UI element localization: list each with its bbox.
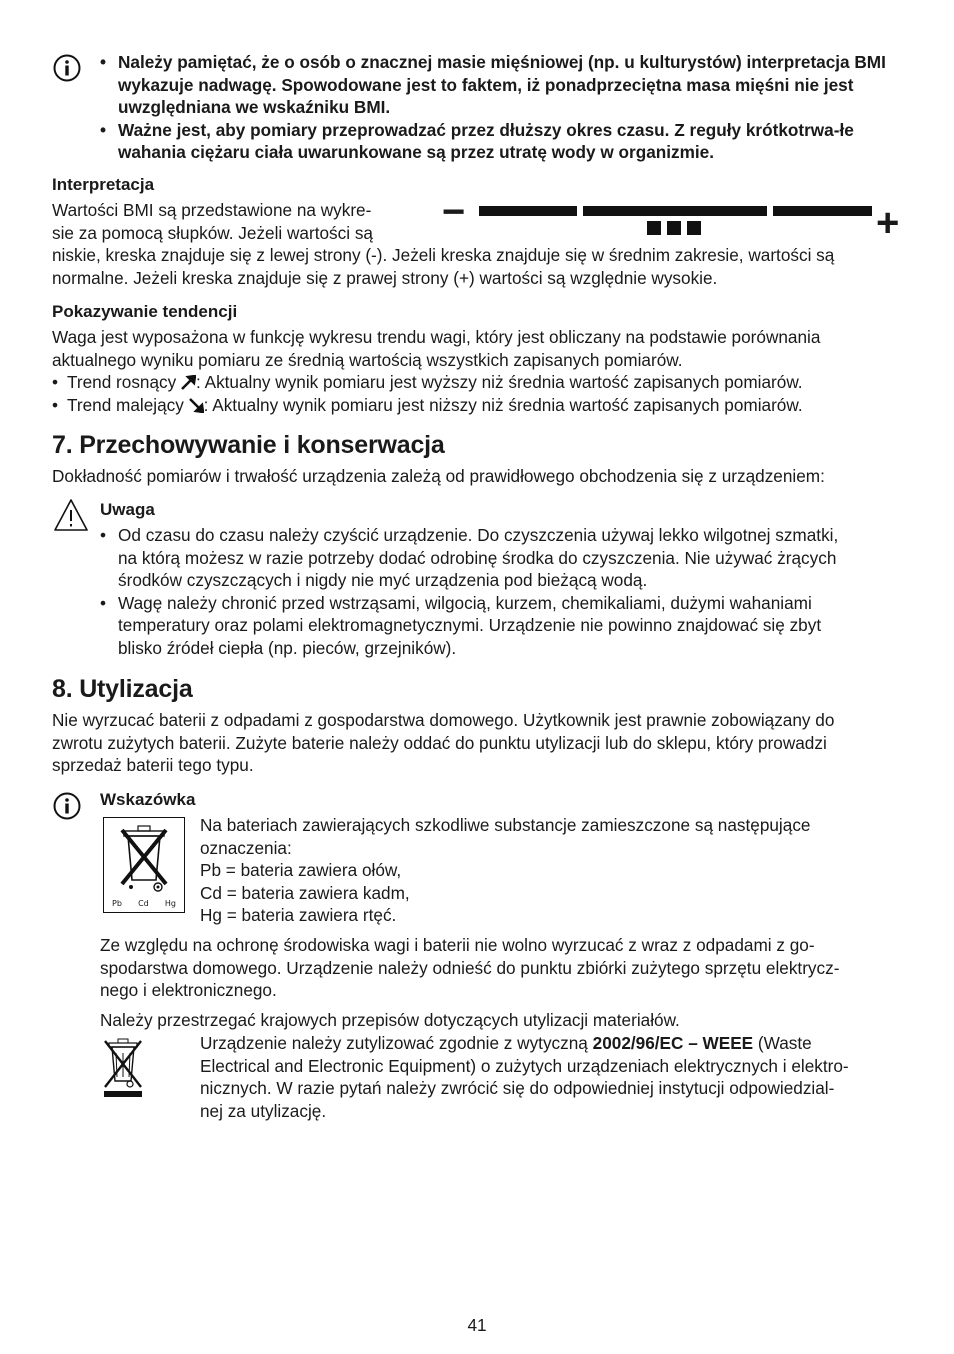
trend-up-label: Trend rosnący: [67, 372, 177, 392]
trend-up-item: [52, 371, 932, 394]
bmi-bar-high: [773, 206, 872, 216]
section-8-title: 8. Utylizacja: [52, 675, 193, 703]
text-line: Wartości BMI są przedstawione na wykre-: [52, 200, 372, 220]
text-line: Hg = bateria zawiera rtęć.: [200, 905, 397, 925]
warning-heading: Uwaga: [100, 500, 155, 519]
warning-icon: [53, 498, 89, 532]
info-icon: [53, 792, 81, 820]
section-8-intro: [52, 709, 932, 777]
trend-up-text: : Aktualny wynik pomiaru jest wyższy niż średnia wartość zapisanych pomiarów.: [196, 372, 803, 392]
text-line: Ze względu na ochronę środowiska wagi i baterii nie wolno wyrzucać z wraz z odpadami z go-: [100, 935, 815, 955]
bmi-segment: [647, 221, 661, 235]
text-line: blisko źródeł ciepła (np. pieców, grzejników).: [118, 637, 457, 658]
bmi-bar-low: [479, 206, 577, 216]
battery-labels: [104, 899, 184, 908]
crossed-bin-icon: [104, 818, 184, 896]
text-line: • Wagę należy chronić przed wstrząsami, wilgocią, kurzem, chemikaliami, dużymi wahaniami: [118, 592, 812, 613]
interpretacja-text: [52, 244, 932, 289]
bmi-segment: [667, 221, 681, 235]
tendencji-heading: Pokazywanie tendencji: [52, 302, 238, 321]
weee-pre: Urządzenie należy zutylizować zgodnie z wytyczną: [200, 1033, 593, 1053]
top-note: [100, 51, 910, 164]
tendencji-text: [52, 326, 932, 416]
arrow-up-right-icon: [181, 375, 196, 390]
battery-bin-icon: [103, 817, 185, 913]
text-line: oznaczenia:: [200, 837, 292, 858]
text-line: niskie, kreska znajduje się z lewej strony (-). Jeżeli kreska znajduje się w średnim zakresie, wartości są: [52, 245, 835, 265]
trend-down-label: Trend malejący: [67, 394, 184, 415]
hint-heading: Wskazówka: [100, 790, 196, 809]
text-line: temperatury oraz polami elektromagnetycznymi. Urządzenie nie powinno znajdować się zbyt: [118, 615, 822, 635]
weee-directive: 2002/96/EC – WEEE: [592, 1033, 754, 1053]
info-icon: [53, 54, 81, 82]
weee-bin-icon: [100, 1035, 146, 1099]
top-note-bullet: • Należy pamiętać, że o osób o znacznej masie mięśniowej (np. u kulturystów) interpretacja BMI wykazuje nadwagę. Spowodowane jest to faktem, iż ponadprzeciętna masa mięśni nie jest uwzględniana we wskaźniku BMI.: [100, 51, 908, 119]
text-line: spodarstwa domowego. Urządzenie należy odnieść do punktu zbiórki zużytego sprzętu elektrycz-: [100, 957, 840, 978]
section-7-intro: Dokładność pomiarów i trwałość urządzenia zależą od prawidłowego obchodzenia się z urządzeniem:: [52, 466, 825, 486]
section-7-title: 7. Przechowywanie i konserwacja: [52, 431, 445, 459]
warning-list: [100, 524, 910, 659]
text-line: zwrotu zużytych baterii. Zużyte baterie należy oddać do punktu utylizacji lub do sklepu, który prowadzi: [52, 732, 827, 753]
bmi-bar-mid: [583, 206, 767, 216]
plus-sign: +: [876, 201, 900, 245]
battery-label-hg: Hg: [164, 899, 176, 908]
text-line: Nie wyrzucać baterii z odpadami z gospodarstwa domowego. Użytkownik jest prawnie zobowiązany do: [52, 710, 835, 730]
minus-sign: −: [442, 190, 466, 234]
text-line: Na bateriach zawierających szkodliwe substancje zamieszczone są następujące: [200, 815, 811, 835]
text-line: aktualnego wyniku pomiaru ze średnią wartością wszystkich zapisanych pomiarów.: [52, 349, 683, 370]
battery-label-cd: Cd: [138, 899, 149, 908]
text-line: nej za utylizację.: [200, 1100, 327, 1121]
battery-text: [200, 814, 910, 927]
arrow-down-right-icon: [189, 398, 204, 413]
trend-down-text: : Aktualny wynik pomiaru jest niższy niż średnia wartość zapisanych pomiarów.: [203, 394, 803, 415]
interpretacja-text-left: [52, 199, 373, 244]
text-line: nicznych. W razie pytań należy zwrócić się do odpowiedniej instytucji odpowiedzial-: [200, 1078, 835, 1098]
warning-bullet: [100, 524, 910, 592]
text-line: • Od czasu do czasu należy czyścić urządzenie. Do czyszczenia używaj lekko wilgotnej szmatki,: [118, 525, 839, 545]
bmi-segment: [687, 221, 701, 235]
text-line: nego i elektronicznego.: [100, 980, 277, 1000]
text-line: sie za pomocą słupków. Jeżeli wartości są: [52, 222, 373, 243]
trend-down-item: [52, 394, 932, 417]
text-line: Pb = bateria zawiera ołów,: [200, 860, 402, 880]
weee-first-line: [200, 1032, 910, 1055]
text-line: Electrical and Electronic Equipment) o zużytych urządzeniach elektrycznych i elektro-: [200, 1055, 849, 1076]
text-line: Waga jest wyposażona w funkcję wykresu trendu wagi, który jest obliczany na podstawie porównania: [52, 327, 821, 347]
battery-label-pb: Pb: [112, 899, 122, 908]
text-line: Cd = bateria zawiera kadm,: [200, 882, 410, 903]
text-line: sprzedaż baterii tego typu.: [52, 755, 254, 775]
text-line: na którą możesz w razie potrzeby dodać odrobinę środka do czyszczenia. Nie używać żrących: [118, 547, 837, 568]
warning-bullet: [100, 592, 910, 660]
environment-text: [100, 934, 910, 1002]
weee-text: [200, 1032, 910, 1122]
text-line: środków czyszczących i nigdy nie myć urządzenia pod bieżącą wodą.: [118, 570, 648, 590]
text-line: normalne. Jeżeli kreska znajduje się z prawej strony (+) wartości są względnie wysokie.: [52, 267, 718, 288]
national-rules-text: Należy przestrzegać krajowych przepisów dotyczących utylizacji materiałów.: [100, 1010, 680, 1030]
top-note-bullet: • Ważne jest, aby pomiary przeprowadzać przez dłuższy okres czasu. Z reguły krótkotrwa-łe wahania ciężaru ciała uwarunkowane są przez utratę wody w organizmie.: [100, 119, 908, 164]
interpretacja-heading: Interpretacja: [52, 175, 155, 194]
weee-post: (Waste: [753, 1033, 812, 1053]
page-number: 41: [467, 1315, 487, 1335]
